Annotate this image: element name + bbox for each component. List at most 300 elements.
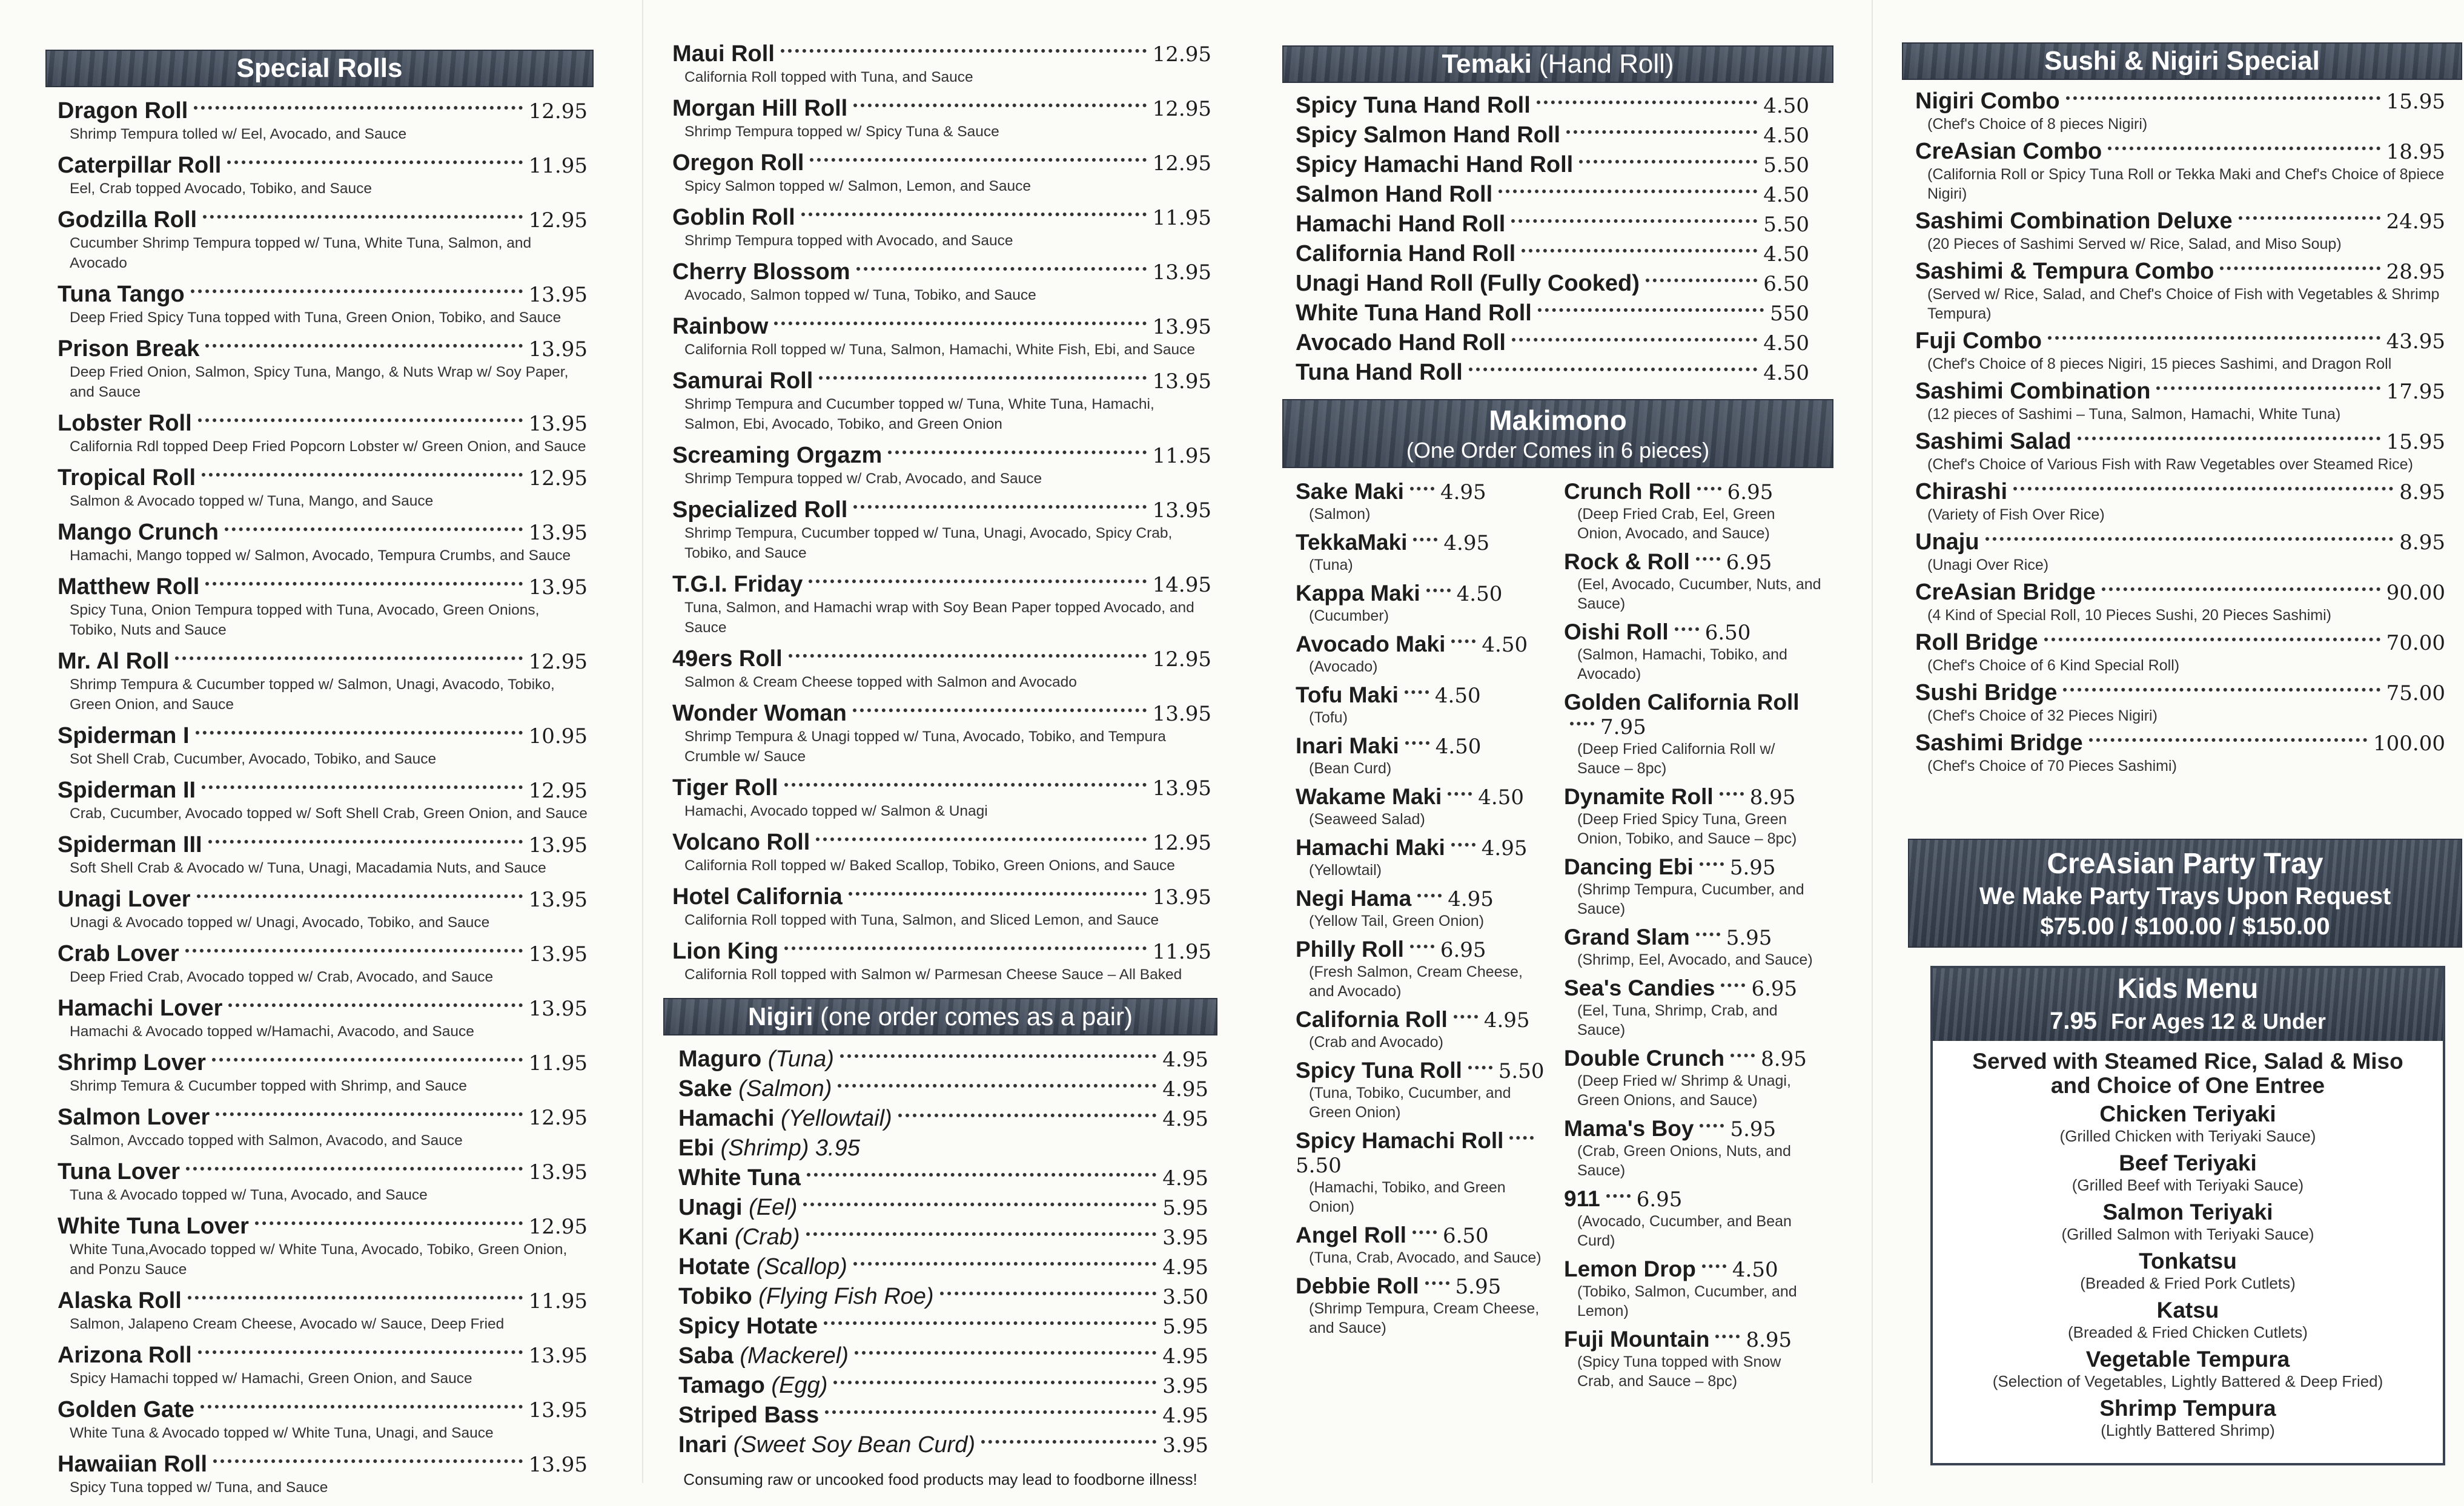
menu-item-line — [672, 150, 1211, 176]
leader-dots — [853, 497, 1146, 509]
leader-dots — [227, 152, 522, 164]
menu-item-description: (Bean Curd) — [1309, 760, 1392, 777]
menu-item-name: Philly Roll — [1296, 937, 1404, 962]
menu-item-line — [58, 649, 588, 675]
menu-item-line — [1564, 549, 1821, 575]
menu-item — [1296, 360, 1809, 386]
menu-item-line — [1296, 182, 1809, 208]
menu-item-line — [1296, 300, 1809, 326]
menu-item-description: (Avocado) — [1309, 658, 1378, 675]
menu-item-name: Hawaiian Roll — [58, 1452, 208, 1477]
menu-item — [1564, 1116, 1821, 1180]
menu-item-description: Shrimp Tempura & Unagi topped w/ Tuna, Avocado, Tobiko, and Tempura Crumble w/ Sauce — [684, 728, 1166, 765]
menu-item-price: 12.95 — [528, 779, 588, 803]
menu-item — [678, 1432, 1208, 1458]
menu-item-price: 4.50 — [1478, 785, 1524, 810]
menu-item-description: Avocado, Salmon topped w/ Tuna, Tobiko, and Sauce — [684, 287, 1036, 303]
leader-dots — [2066, 88, 2380, 100]
menu-item — [672, 646, 1211, 692]
menu-item — [678, 1373, 1208, 1399]
leader-dots — [198, 410, 523, 422]
menu-item-description: California Rdl topped Deep Fried Popcorn Lobster w/ Green Onion, and Sauce — [70, 438, 586, 455]
menu-item-translation: (Tuna) — [761, 1046, 834, 1072]
menu-item-line — [678, 1195, 1208, 1221]
menu-item — [58, 1214, 588, 1280]
kids-menu-item-description: (Grilled Salmon with Teriyaki Sauce) — [2061, 1225, 2314, 1243]
leader-dots — [2048, 328, 2380, 340]
menu-item-name: Shrimp Lover — [58, 1050, 206, 1075]
menu-item-line — [672, 41, 1211, 67]
menu-item-price: 4.50 — [1434, 684, 1481, 708]
menu-item-line — [58, 1452, 588, 1478]
menu-item-name: Sake Maki — [1296, 479, 1404, 504]
menu-item — [58, 1452, 588, 1498]
leader-dots — [2089, 730, 2367, 742]
menu-item-price: 8.95 — [1746, 1328, 1792, 1352]
menu-item-line — [1564, 1327, 1821, 1352]
leader-dots — [981, 1432, 1156, 1444]
menu-item — [672, 775, 1211, 821]
kids-menu-item-name: Beef Teriyaki — [2119, 1151, 2257, 1175]
menu-item-price: 13.95 — [528, 1453, 588, 1477]
menu-item-name: Kappa Maki — [1296, 581, 1420, 606]
menu-item-line — [672, 775, 1211, 801]
menu-item-name: Unagi Hand Roll (Fully Cooked) — [1296, 271, 1640, 296]
menu-item-description: Shrimp Tempura & Cucumber topped w/ Salmon, Unagi, Avacodo, Tobiko, Green Onion, and Sauce — [70, 676, 555, 713]
menu-item-line — [1915, 479, 2445, 505]
menu-item-description: Shrimp Tempura and Cucumber topped w/ Tuna, White Tuna, Hamachi, Salmon, Ebi, Avocado, Tobiko, and Green Onion — [684, 396, 1154, 432]
menu-item-line — [672, 572, 1211, 598]
menu-item — [58, 282, 588, 328]
kids-menu-item — [1933, 1298, 2443, 1342]
menu-item-line — [678, 1076, 1208, 1102]
leader-dots — [803, 1194, 1156, 1206]
menu-item-description: (California Roll or Spicy Tuna Roll or Tekka Maki and Chef's Choice of 8piece Nigiri) — [1927, 166, 2445, 202]
menu-item-name: Tuna Lover — [58, 1159, 180, 1184]
leader-dots — [838, 1075, 1156, 1088]
menu-item-price: 13.95 — [528, 412, 588, 436]
menu-item-line — [1564, 854, 1821, 880]
leader-dots — [840, 1046, 1156, 1058]
menu-item-name: Sea's Candies — [1564, 976, 1715, 1000]
menu-item-description: Spicy Tuna topped w/ Tuna, and Sauce — [70, 1479, 328, 1496]
menu-item-name: Hamachi (Yellowtail) — [678, 1106, 892, 1131]
menu-item-name: Unagi (Eel) — [678, 1195, 798, 1220]
menu-item-name: Tamago (Egg) — [678, 1373, 828, 1398]
menu-item-name: Sashimi Combination — [1915, 378, 2151, 404]
menu-item — [678, 1046, 1208, 1072]
menu-item-price: 5.95 — [1729, 856, 1776, 880]
special-rolls-title: Special Rolls — [236, 53, 403, 83]
leader-dots — [2078, 428, 2380, 440]
menu-item-line — [58, 832, 588, 858]
menu-item-line — [1915, 378, 2445, 405]
menu-item-description: California Roll topped w/ Baked Scallop, Tobiko, Green Onions, and Sauce — [684, 857, 1175, 874]
leader-dots — [1426, 580, 1451, 592]
menu-item-line — [672, 830, 1211, 856]
menu-item-line — [678, 1313, 1208, 1339]
leader-dots — [824, 1313, 1156, 1325]
menu-item-description: (Salmon, Hamachi, Tobiko, and Avocado) — [1577, 646, 1787, 682]
menu-item-line — [58, 520, 588, 546]
menu-item-name: Caterpillar Roll — [58, 153, 222, 178]
leader-dots — [228, 995, 522, 1007]
leader-dots — [225, 519, 523, 531]
menu-item-price: 12.95 — [528, 1215, 588, 1239]
menu-item-name: Hamachi Maki — [1296, 835, 1445, 860]
party-tray-banner — [1908, 839, 2462, 948]
menu-item-line — [1296, 632, 1551, 657]
menu-item — [1296, 241, 1809, 267]
menu-item-line — [1915, 529, 2445, 555]
leader-dots — [194, 97, 522, 110]
menu-item-line — [672, 259, 1211, 285]
menu-item-description: (Tuna) — [1309, 556, 1353, 573]
leader-dots — [1405, 733, 1429, 745]
menu-item-price: 5.50 — [1296, 1154, 1342, 1178]
menu-item-price: 12.95 — [528, 99, 588, 124]
menu-item-name: Mr. Al Roll — [58, 649, 170, 674]
menu-item-description: (Chef's Choice of 6 Kind Special Roll) — [1927, 657, 2180, 674]
menu-item — [1915, 630, 2445, 675]
sushi-special-list — [1902, 80, 2462, 776]
menu-item-name: White Tuna Hand Roll — [1296, 300, 1532, 326]
menu-item-price: 13.95 — [528, 1398, 588, 1422]
menu-item — [678, 1284, 1208, 1310]
menu-item — [58, 887, 588, 933]
menu-item-name: Oregon Roll — [672, 150, 804, 176]
menu-item — [1564, 1327, 1821, 1391]
menu-item — [1296, 93, 1809, 119]
leader-dots — [810, 150, 1146, 162]
menu-item-line — [678, 1284, 1208, 1310]
menu-item-name: Spiderman II — [58, 778, 196, 803]
menu-item-price: 43.95 — [2386, 329, 2445, 354]
menu-item — [1296, 1273, 1551, 1338]
menu-item — [58, 1397, 588, 1443]
menu-item-description: California Roll topped w/ Tuna, Salmon, Hamachi, White Fish, Ebi, and Sauce — [684, 342, 1195, 358]
menu-item-price: 13.95 — [528, 337, 588, 362]
menu-item-price: 13.95 — [528, 1160, 588, 1184]
menu-item-description: (Hamachi, Tobiko, and Green Onion) — [1309, 1179, 1506, 1215]
menu-item-line — [1296, 886, 1551, 911]
menu-item-description: Deep Fried Spicy Tuna topped with Tuna, Green Onion, Tobiko, and Sauce — [70, 309, 561, 326]
menu-item-name: Goblin Roll — [672, 205, 795, 230]
menu-item-name: Volcano Roll — [672, 830, 810, 855]
menu-item-name: Negi Hama — [1296, 886, 1412, 911]
leader-dots — [200, 1396, 523, 1409]
menu-item — [1564, 925, 1821, 969]
menu-item-description: Sot Shell Crab, Cucumber, Avocado, Tobiko, and Sauce — [70, 751, 437, 767]
menu-item — [672, 205, 1211, 251]
menu-item — [58, 649, 588, 715]
menu-item-translation: (Eel) — [742, 1195, 798, 1220]
menu-item-line — [1296, 1058, 1551, 1083]
menu-item-line — [1915, 328, 2445, 354]
temaki-title: Temaki — [1442, 49, 1532, 79]
menu-item-name: Tuna Hand Roll — [1296, 360, 1463, 385]
menu-item-line — [58, 778, 588, 804]
menu-item-name: Screaming Orgazm — [672, 443, 883, 468]
menu-item-price: 5.50 — [1763, 153, 1809, 177]
menu-item — [1296, 182, 1809, 208]
menu-item — [1915, 328, 2445, 374]
menu-item-line — [672, 443, 1211, 469]
special-rolls-list — [45, 98, 594, 1498]
menu-item — [1296, 632, 1551, 676]
menu-item-name: Wonder Woman — [672, 701, 847, 726]
menu-item-price: 4.95 — [1443, 531, 1490, 555]
menu-item-price: 6.50 — [1704, 621, 1751, 645]
menu-item-price: 4.50 — [1482, 633, 1528, 657]
menu-item-translation: (Yellowtail) — [774, 1106, 892, 1131]
menu-item-price: 6.50 — [1442, 1224, 1489, 1248]
menu-item-price: 13.95 — [528, 942, 588, 966]
menu-item-line — [1564, 1116, 1821, 1141]
menu-item-name: White Tuna — [678, 1165, 801, 1191]
menu-item-description: Tuna, Salmon, and Hamachi wrap with Soy Bean Paper topped Avocado, and Sauce — [684, 599, 1194, 636]
leader-dots — [853, 95, 1146, 107]
menu-item — [1915, 139, 2445, 203]
leader-dots — [898, 1105, 1157, 1117]
menu-item-price: 6.95 — [1636, 1187, 1683, 1212]
menu-item-name: Crab Lover — [58, 941, 179, 966]
menu-item — [1915, 259, 2445, 323]
menu-item-price: 5.95 — [1162, 1315, 1208, 1339]
makimono-left — [1282, 479, 1558, 1397]
menu-item — [58, 778, 588, 824]
menu-item-line — [678, 1402, 1208, 1428]
leader-dots — [784, 774, 1147, 787]
menu-item-line — [1296, 211, 1809, 237]
menu-item-price: 13.95 — [1152, 369, 1211, 394]
menu-item-name: Avocado Maki — [1296, 632, 1446, 656]
leader-dots — [196, 722, 523, 735]
menu-item-price: 15.95 — [2386, 430, 2445, 454]
temaki-list — [1282, 83, 1833, 386]
menu-item — [1296, 886, 1551, 931]
menu-item-name: Specialized Roll — [672, 497, 848, 523]
menu-item-price: 8.95 — [2399, 530, 2445, 555]
menu-item-description: (Shrimp, Eel, Avocado, and Sauce) — [1577, 951, 1813, 968]
menu-item-translation: (Shrimp) 3.95 — [714, 1135, 860, 1161]
menu-item-price: 12.95 — [1152, 647, 1211, 672]
menu-item-description: (Seaweed Salad) — [1309, 811, 1425, 828]
menu-item-line — [678, 1106, 1208, 1132]
menu-item — [58, 1159, 588, 1205]
leader-dots — [2102, 579, 2380, 591]
menu-item-translation: (Crab) — [728, 1224, 800, 1250]
menu-item — [672, 830, 1211, 876]
menu-item-description: (Tuna, Crab, Avocado, and Sauce) — [1309, 1249, 1542, 1266]
menu-item-name: Dynamite Roll — [1564, 784, 1714, 809]
menu-item-description: (Chef's Choice of 8 pieces Nigiri, 15 pieces Sashimi, and Dragon Roll — [1927, 355, 2392, 372]
kids-menu-item-name: Shrimp Tempura — [2099, 1396, 2276, 1421]
menu-item — [58, 832, 588, 878]
menu-item — [678, 1254, 1208, 1280]
kids-menu-ages: For Ages 12 & Under — [2111, 1009, 2326, 1034]
menu-item-line — [1296, 1223, 1551, 1248]
menu-item-price: 90.00 — [2386, 581, 2445, 605]
leader-dots — [213, 1451, 523, 1463]
menu-item — [1564, 854, 1821, 919]
menu-item-description: (Served w/ Rice, Salad, and Chef's Choice of Fish with Vegetables & Shrimp Tempura) — [1927, 286, 2440, 322]
menu-item-description: (Tobiko, Salmon, Cucumber, and Lemon) — [1577, 1283, 1797, 1319]
menu-item — [672, 41, 1211, 87]
leader-dots — [205, 573, 522, 586]
leader-dots — [1646, 270, 1757, 282]
kids-menu-item-name: Chicken Teriyaki — [2099, 1101, 2276, 1126]
menu-item — [1296, 330, 1809, 356]
menu-item-line — [1296, 271, 1809, 297]
menu-item-line — [1564, 976, 1821, 1001]
menu-item-line — [1564, 1257, 1821, 1282]
menu-item — [1915, 88, 2445, 134]
menu-item-line — [58, 1214, 588, 1240]
menu-item-price: 6.95 — [1440, 938, 1486, 962]
menu-item-price: 4.95 — [1162, 1077, 1208, 1101]
leader-dots — [1730, 1045, 1755, 1057]
menu-item-price: 13.95 — [528, 1344, 588, 1368]
kids-menu-item — [1933, 1347, 2443, 1391]
menu-item-price: 3.95 — [1162, 1374, 1208, 1398]
leader-dots — [1509, 1128, 1534, 1140]
menu-item-line — [1564, 925, 1821, 950]
leader-dots — [2013, 478, 2393, 490]
menu-item-description: Shrimp Tempura tolled w/ Eel, Avocado, and Sauce — [70, 126, 407, 142]
leader-dots — [819, 368, 1146, 380]
menu-item-line — [58, 887, 588, 913]
menu-item-description: Eel, Crab topped Avocado, Tobiko, and Sauce — [70, 180, 372, 197]
menu-item-description: (Unagi Over Rice) — [1927, 556, 2049, 573]
leader-dots — [1451, 834, 1475, 847]
leader-dots — [1721, 975, 1745, 987]
menu-item-price: 8.95 — [1749, 785, 1796, 810]
leader-dots — [833, 1372, 1156, 1384]
page-fold — [1872, 0, 1873, 1483]
menu-item-description: White Tuna,Avocado topped w/ White Tuna, Avocado, Tobiko, Green Onion, and Ponzu Sauce — [70, 1241, 568, 1278]
menu-item-line — [678, 1343, 1208, 1369]
menu-item — [678, 1343, 1208, 1369]
menu-item-line — [672, 884, 1211, 910]
kids-menu-item-description: (Breaded & Fried Pork Cutlets) — [2080, 1274, 2296, 1292]
menu-item-name: Salmon Hand Roll — [1296, 182, 1493, 207]
menu-item-line — [678, 1224, 1208, 1250]
menu-item-price: 13.95 — [1152, 260, 1211, 285]
menu-item-price: 4.95 — [1162, 1404, 1208, 1428]
menu-item — [1296, 122, 1809, 148]
menu-item-description: (Cucumber) — [1309, 607, 1389, 624]
menu-item-description: Crab, Cucumber, Avocado topped w/ Soft Shell Crab, Green Onion, and Sauce — [70, 805, 588, 822]
leader-dots — [816, 829, 1146, 841]
kids-menu-item — [1933, 1396, 2443, 1440]
menu-item-description: (Eel, Avocado, Cucumber, Nuts, and Sauce) — [1577, 576, 1821, 612]
kids-menu-header — [1933, 968, 2443, 1041]
menu-item-line — [1915, 208, 2445, 234]
menu-item-line — [1296, 479, 1551, 504]
menu-item-line — [1296, 330, 1809, 356]
menu-item-description: Tuna & Avocado topped w/ Tuna, Avocado, and Sauce — [70, 1187, 428, 1203]
menu-item-name: White Tuna Lover — [58, 1214, 249, 1239]
menu-item — [1564, 690, 1821, 778]
menu-item — [1915, 429, 2445, 474]
menu-item — [1564, 976, 1821, 1040]
menu-item-description: Shrimp Temura & Cucumber topped with Shrimp, and Sauce — [70, 1078, 467, 1094]
menu-item-line — [678, 1046, 1208, 1072]
menu-item-translation: (Scallop) — [750, 1254, 847, 1280]
menu-item-price: 13.95 — [528, 833, 588, 857]
menu-item-price: 12.95 — [528, 650, 588, 674]
menu-item-line — [1915, 429, 2445, 455]
menu-item — [1296, 530, 1551, 575]
menu-item-name: Chirashi — [1915, 479, 2008, 504]
menu-item-description: (Chef's Choice of 32 Pieces Nigiri) — [1927, 707, 2158, 724]
menu-item — [678, 1165, 1208, 1191]
menu-item-price: 17.95 — [2386, 380, 2445, 404]
menu-item-price: 3.95 — [1162, 1226, 1208, 1250]
menu-item-line — [58, 996, 588, 1022]
leader-dots — [1451, 631, 1475, 643]
menu-item-price: 13.95 — [1152, 776, 1211, 801]
menu-item-name: 49ers Roll — [672, 646, 783, 672]
sushi-special-title: Sushi & Nigiri Special — [2044, 46, 2320, 76]
menu-item-name: Lemon Drop — [1564, 1257, 1696, 1281]
column-3 — [1282, 0, 1833, 1397]
leader-dots — [825, 1402, 1156, 1414]
menu-item-price: 13.95 — [1152, 315, 1211, 339]
menu-item-name: Cherry Blossom — [672, 259, 850, 285]
leader-dots — [1417, 885, 1442, 897]
leader-dots — [1702, 1256, 1726, 1268]
menu-item — [672, 96, 1211, 142]
menu-item-line — [58, 282, 588, 308]
leader-dots — [888, 442, 1146, 454]
menu-item — [672, 443, 1211, 489]
menu-item-name: Hamachi Lover — [58, 996, 223, 1021]
menu-item-price: 7.95 — [1600, 715, 1646, 739]
leader-dots — [1985, 529, 2394, 541]
menu-item-price: 13.95 — [528, 888, 588, 912]
menu-item-line — [1564, 1046, 1821, 1071]
leader-dots — [1570, 713, 1594, 725]
menu-item — [58, 1105, 588, 1151]
leader-dots — [856, 259, 1147, 271]
menu-item-line — [58, 1105, 588, 1131]
menu-item-name: Maui Roll — [672, 41, 775, 67]
menu-item-description: California Roll topped with Tuna, Salmon, and Sliced Lemon, and Sauce — [684, 912, 1159, 928]
leader-dots — [255, 1213, 523, 1225]
menu-item-name: Inari Maki — [1296, 733, 1399, 758]
leader-dots — [1720, 784, 1744, 796]
leader-dots — [1412, 1222, 1437, 1234]
menu-item-description: (Crab, Green Onions, Nuts, and Sauce) — [1577, 1143, 1791, 1179]
leader-dots — [197, 886, 523, 898]
nigiri-list — [663, 1035, 1217, 1458]
menu-item-line — [672, 701, 1211, 727]
menu-item-price: 12.95 — [1152, 831, 1211, 855]
menu-item-line — [672, 205, 1211, 231]
menu-item-name: Arizona Roll — [58, 1343, 192, 1368]
leader-dots — [186, 1158, 523, 1171]
menu-item-price: 11.95 — [528, 1289, 588, 1313]
menu-item-description: California Roll topped with Salmon w/ Parmesan Cheese Sauce – All Baked — [684, 966, 1182, 983]
menu-item — [58, 941, 588, 987]
menu-item — [672, 150, 1211, 196]
leader-dots — [191, 281, 523, 293]
leader-dots — [1696, 549, 1720, 561]
menu-item-price: 15.95 — [2386, 90, 2445, 114]
menu-item — [1915, 529, 2445, 575]
